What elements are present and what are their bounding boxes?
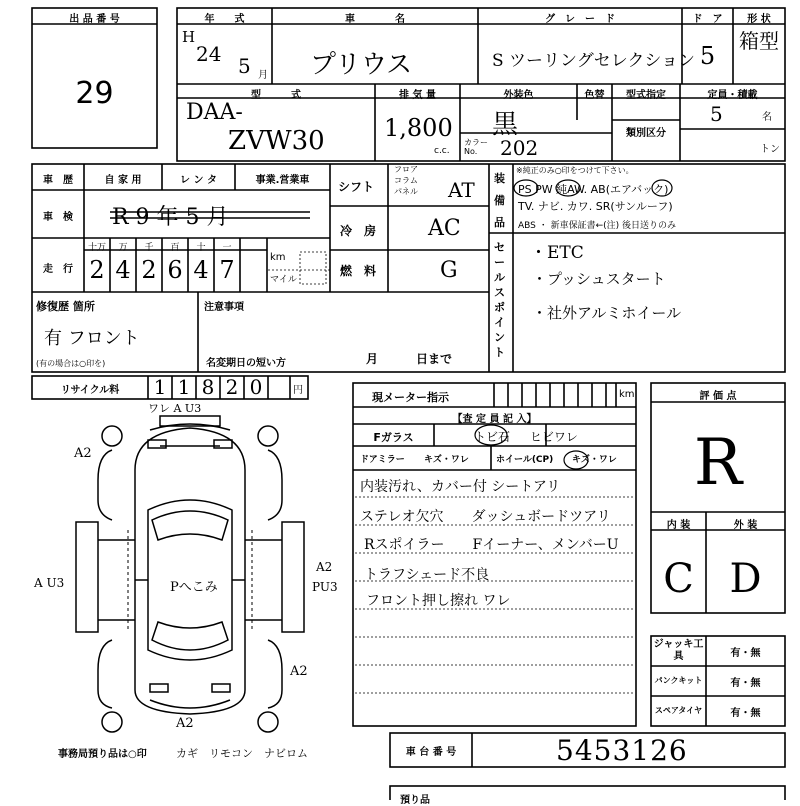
equipment-row3: ABS ・ 新車保証書←(注) 後日送りのみ [518, 221, 677, 231]
puncture-value: 有・無 [730, 678, 761, 689]
ac-label: 冷 房 [340, 224, 377, 238]
type-designation-label: 型式指定 [626, 90, 666, 101]
displacement-label: 排 気 量 [399, 90, 436, 101]
mileage-digit-label: 万 [118, 243, 128, 253]
meter-label: 現メーター指示 [372, 391, 449, 404]
car-name-value: プリウス [310, 50, 413, 80]
fglass-value: トビ石 ヒビワレ [474, 430, 578, 444]
sales-point-item: ・プッシュスタート [532, 270, 666, 288]
model-line2: ZVW30 [228, 126, 325, 156]
exterior-score: D [729, 556, 762, 602]
mileage-digit: 4 [193, 256, 209, 284]
fglass-label: Fガラス [373, 431, 414, 444]
recycle-digit: 1 [153, 375, 167, 399]
year-value: 24 [196, 42, 222, 66]
shift-opt-floor: フロア [394, 165, 418, 174]
diagram-label: A U3 [34, 576, 65, 590]
shift-label: シフト [338, 180, 375, 194]
mirror-value: キズ・ワレ [424, 455, 469, 465]
history-opt3: 事業.営業車 [255, 175, 310, 186]
equipment-label: 装備品 [494, 172, 505, 229]
mirror-label: ドアミラー [360, 455, 405, 465]
wheel-label: ホイール(CP) [496, 455, 554, 465]
diagram-label: ワレ A U3 [148, 402, 202, 415]
recycle-unit: 円 [293, 385, 303, 396]
repair-value: 有 フロント [44, 328, 140, 349]
body-shape-label: 形 状 [747, 14, 771, 25]
sales-points-label: セールスポイント [494, 241, 505, 359]
color-change-label: 色替 [584, 90, 605, 101]
remark-line: フロント押し擦れ ワレ [366, 593, 511, 609]
equipment-row2: TV. ナビ. カワ. SR(サンルーフ) [518, 200, 673, 213]
diagram-label: A2 [290, 664, 308, 679]
remark-line: 内装汚れ、カバー付 シートアリ [360, 479, 561, 495]
sales-point-item: ・社外アルミホイール [532, 304, 682, 322]
name-change-day: 日まで [416, 352, 453, 366]
exterior-color-label: 外装色 [503, 90, 534, 101]
capacity-label: 定員・積載 [707, 90, 758, 101]
bottom-cut-label: 預り品 [400, 795, 430, 806]
mileage-digit-label: 一 [222, 243, 232, 253]
diagram-label: PU3 [312, 580, 338, 594]
recycle-digit: 2 [225, 375, 239, 399]
mileage-label: 走 行 [43, 264, 73, 275]
mileage-digit-label: 千 [144, 243, 154, 253]
diagram-label: A2 [74, 446, 92, 461]
recycle-digit: 8 [201, 375, 215, 399]
repair-label: 修復歴 箇所 [36, 300, 95, 313]
grade-value: S ツーリングセレクション [492, 51, 696, 71]
grade-label: グ レ ー ド [545, 14, 615, 25]
recycle-digit: 0 [249, 375, 263, 399]
capacity-persons: 5 [710, 102, 723, 126]
equipment-row1: PS PW 純AW. AB(エアバック) [518, 183, 669, 196]
office-items-label: 事務局預り品は○印 [58, 749, 147, 760]
interior-label: 内 装 [666, 520, 691, 531]
evaluation-score: R [693, 426, 743, 500]
office-items-list: カギ リモコン ナビロム [176, 747, 308, 760]
mileage-unit-km: km [270, 252, 286, 263]
fuel-label: 燃 料 [340, 264, 377, 278]
interior-score: C [663, 556, 694, 602]
fuel-value: G [440, 258, 458, 283]
capacity-persons-unit: 名 [762, 112, 772, 123]
mileage-digit-label: 十 [196, 243, 206, 253]
displacement-unit: c.c. [434, 146, 450, 156]
spare-value: 有・無 [730, 708, 761, 719]
diagram-label: Pへこみ [170, 580, 218, 595]
mileage-digit: 4 [115, 256, 131, 284]
inspector-label: 【査 定 員 記 入】 [452, 414, 537, 425]
remark-line: ステレオ欠穴 ダッシュボードツアリ [360, 509, 611, 525]
spare-label: スペアタイヤ [654, 706, 703, 715]
capacity-tons-unit: トン [760, 144, 780, 155]
year-era: H [182, 28, 196, 46]
recycle-digit: 1 [177, 375, 191, 399]
model-line1: DAA- [186, 100, 243, 125]
lot-number: 29 [75, 76, 114, 111]
history-label: 車 歴 [43, 175, 73, 186]
mileage-digit: 2 [89, 256, 105, 284]
name-change-month: 月 [366, 352, 379, 366]
history-opt1: 自 家 用 [104, 175, 142, 186]
jack-label: ジャッキ工具 [653, 639, 704, 662]
inspection-value: R 9 年 5 月 [112, 205, 229, 230]
body-shape-value: 箱型 [739, 29, 779, 53]
inspection-label: 車 検 [43, 212, 73, 223]
puncture-label: パンクキット [654, 676, 703, 685]
remark-line: Rスポイラー Fイーナー、メンバーU [364, 537, 619, 553]
year-label: 年 式 [204, 14, 245, 25]
lot-label: 出 品 番 号 [69, 14, 120, 25]
shift-opt-panel: パネル [394, 187, 418, 196]
category-label: 類別区分 [626, 128, 666, 139]
car-name-label: 車 名 [345, 14, 405, 25]
exterior-label: 外 装 [733, 520, 758, 531]
exterior-color-value: 黒 [492, 110, 519, 140]
chassis-value: 5453126 [556, 734, 688, 767]
ac-value: AC [428, 216, 461, 241]
diagram-label: A2 [176, 716, 194, 731]
meter-unit: km [619, 389, 635, 400]
remark-line: トラフシェード不良 [364, 567, 490, 583]
mileage-digit: 2 [141, 256, 157, 284]
recycle-label: リサイクル料 [60, 385, 120, 396]
repair-note: (有の場合は○印を) [36, 359, 106, 368]
wheel-value: キズ・ワレ [572, 455, 617, 465]
equipment-note: ※純正のみ○印をつけて下さい。 [516, 166, 634, 175]
shift-opt-column: コラム [394, 176, 418, 185]
mileage-digit: 7 [219, 256, 235, 284]
displacement-value: 1,800 [384, 114, 453, 142]
diagram-label: A2 [316, 560, 333, 574]
chassis-label: 車 台 番 号 [405, 747, 457, 758]
model-label: 型 式 [251, 90, 301, 101]
evaluation-label: 評 価 点 [699, 391, 737, 402]
doors-label: ド ア [692, 14, 723, 25]
year-month-unit: 月 [258, 70, 268, 81]
mileage-digit: 6 [167, 256, 183, 284]
name-change-label: 名変期日の短い方 [206, 358, 286, 369]
mileage-digit-label: 十万 [87, 243, 106, 253]
jack-value: 有・無 [730, 648, 761, 659]
mileage-unit-mile: マイル [270, 275, 297, 285]
history-opt2: レ ン タ [180, 175, 217, 186]
color-code-label: カラーNo. [464, 138, 488, 156]
color-code-value: 202 [500, 136, 539, 160]
shift-value: AT [448, 178, 475, 202]
mileage-digit-label: 百 [170, 243, 180, 253]
notes-label: 注意事項 [204, 302, 244, 313]
sales-point-item: ・ETC [530, 243, 584, 263]
doors-value: 5 [699, 42, 716, 70]
year-month: 5 [238, 54, 251, 78]
